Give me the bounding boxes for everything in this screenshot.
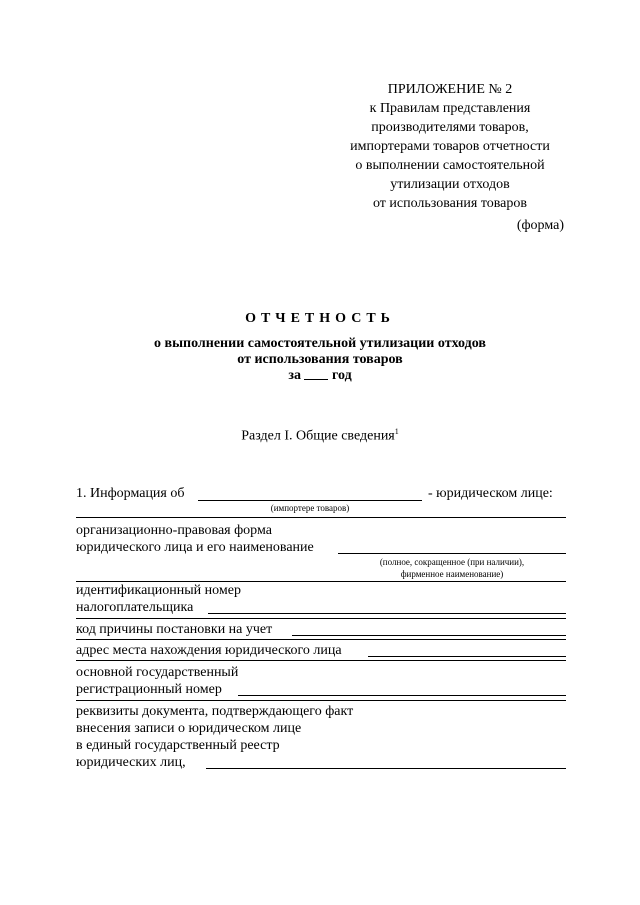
report-title: ОТЧЕТНОСТЬ	[245, 311, 395, 326]
separator-line	[76, 517, 566, 518]
org-name-hint-2: фирменное наименование)	[400, 569, 504, 579]
kpp-label: код причины постановки на учет	[76, 622, 273, 637]
importer-hint: (импортере товаров)	[270, 503, 350, 513]
report-year-line	[0, 368, 640, 384]
importer-field[interactable]	[198, 500, 422, 501]
egrul-label-1: реквизиты документа, подтверждающего факт	[76, 704, 354, 719]
egrul-field[interactable]	[206, 768, 566, 769]
info-prefix: 1. Информация об	[76, 486, 185, 501]
subtitle-line-2: от использования товаров	[237, 352, 403, 367]
ogrn-label-2: регистрационный номер	[76, 682, 222, 697]
org-form-label-2: юридического лица и его наименование	[76, 540, 314, 555]
ogrn-field[interactable]	[238, 695, 566, 696]
org-name-field[interactable]	[338, 553, 566, 554]
section-title	[0, 427, 640, 445]
address-field[interactable]	[368, 656, 566, 657]
report-subtitle	[0, 336, 640, 384]
year-prefix: за	[288, 368, 301, 383]
separator-line	[76, 639, 566, 640]
kpp-field[interactable]	[292, 635, 566, 636]
year-suffix: год	[331, 368, 352, 383]
appendix-line: утилизации отходов	[390, 177, 510, 192]
appendix-line: о выполнении самостоятельной	[355, 158, 545, 173]
separator-line	[76, 700, 566, 701]
appendix-header	[300, 80, 600, 213]
appendix-line: производителями товаров,	[371, 120, 529, 135]
ogrn-label-1: основной государственный	[76, 665, 239, 680]
egrul-label-3: в единый государственный реестр	[76, 738, 280, 753]
footnote-mark: 1	[394, 427, 399, 436]
inn-label-2: налогоплательщика	[76, 600, 194, 615]
address-label: адрес места нахождения юридического лица	[76, 643, 342, 658]
egrul-label-2: внесения записи о юридическом лице	[76, 721, 302, 736]
appendix-line: к Правилам представления	[369, 101, 531, 116]
section-title-text: Раздел I. Общие сведения	[241, 428, 395, 444]
inn-label-1: идентификационный номер	[76, 583, 241, 598]
appendix-line: ПРИЛОЖЕНИЕ № 2	[387, 82, 513, 97]
separator-line	[76, 618, 566, 619]
form-mark: (форма)	[516, 218, 564, 233]
egrul-label-4: юридических лиц,	[76, 755, 186, 770]
separator-line	[76, 660, 566, 661]
org-name-hint-1: (полное, сокращенное (при наличии),	[379, 557, 525, 567]
appendix-line: от использования товаров	[372, 196, 527, 211]
year-blank[interactable]	[304, 378, 328, 380]
inn-field[interactable]	[208, 613, 566, 614]
subtitle-line-1: о выполнении самостоятельной утилизации отходов	[154, 336, 486, 351]
org-form-label-1: организационно-правовая форма	[76, 523, 272, 538]
info-suffix: - юридическом лице:	[428, 486, 553, 501]
appendix-line: импортерами товаров отчетности	[350, 139, 550, 154]
